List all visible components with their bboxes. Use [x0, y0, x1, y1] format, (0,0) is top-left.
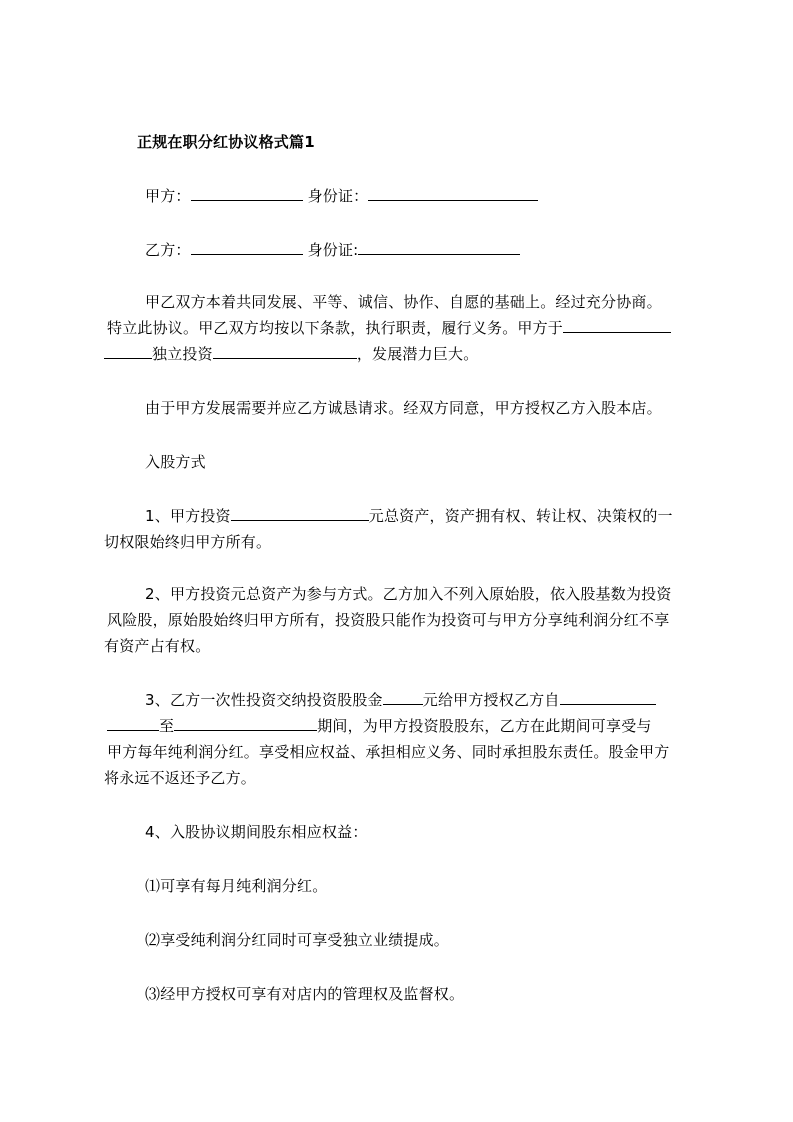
date-blank[interactable]	[563, 318, 671, 333]
clause-2-line-1: 2、甲方投资元总资产为参与方式。乙方加入不列入原始股，依入股基数为投资	[145, 585, 672, 603]
reason-paragraph: 由于甲方发展需要并应乙方诚恳请求。经双方同意，甲方授权乙方入股本店。	[145, 399, 662, 417]
party-a-id-blank[interactable]	[368, 186, 538, 201]
clause-2-line-3: 有资产占有权。	[104, 637, 211, 655]
end-date-blank[interactable]	[174, 716, 317, 731]
clause-4-heading: 4、入股协议期间股东相应权益：	[145, 823, 368, 841]
clause-3-line-3: 甲方每年纯利润分红。享受相应权益、承担相应义务、同时承担股东责任。股金甲方	[107, 743, 670, 761]
share-amount-blank[interactable]	[383, 690, 423, 705]
party-b-name-blank[interactable]	[191, 240, 303, 255]
intro-line-3-b: ，发展潜力巨大。	[356, 345, 479, 363]
clause-1-a: 1、甲方投资	[145, 507, 231, 525]
start-date-blank[interactable]	[560, 690, 656, 705]
clause-1-b: 元总资产，资产拥有权、转让权、决策权的一	[368, 507, 673, 525]
party-b-id-blank[interactable]	[358, 240, 520, 255]
asset-amount-blank[interactable]	[231, 506, 369, 521]
start-date-blank-cont[interactable]	[107, 716, 159, 731]
clause-3-line-4: 将永远不返还予乙方。	[104, 769, 257, 787]
intro-line-2	[107, 318, 671, 338]
party-b-label: 乙方：	[145, 241, 191, 259]
party-a-name-blank[interactable]	[191, 186, 303, 201]
clause-4-item-1: ⑴可享有每月纯利润分红。	[145, 877, 328, 895]
intro-line-3	[104, 344, 478, 364]
intro-line-1: 甲乙双方本着共同发展、平等、诚信、协作、自愿的基础上。经过充分协商。	[145, 293, 662, 311]
clause-4-item-2: ⑵享受纯利润分红同时可享受独立业绩提成。	[145, 931, 450, 949]
clause-3-line-2-a: 至	[159, 717, 175, 735]
intro-line-2-text: 特立此协议。甲乙双方均按以下条款，执行职责，履行义务。甲方于	[107, 319, 564, 337]
clause-3-line-1	[145, 690, 656, 710]
clause-3-b: 元给甲方授权乙方自	[422, 691, 560, 709]
clause-1-line-1	[145, 506, 673, 526]
intro-line-3-a: 独立投资	[152, 345, 213, 363]
party-b-id-label: 身份证:	[307, 241, 359, 259]
clause-3-a: 3、乙方一次性投资交纳投资股股金	[145, 691, 383, 709]
location-blank[interactable]	[104, 344, 152, 359]
party-a-id-label: 身份证：	[307, 187, 369, 205]
clause-3-line-2-b: 期间，为甲方投资股股东，乙方在此期间可享受与	[317, 717, 652, 735]
clause-3-line-2	[107, 716, 652, 736]
clause-2-line-2: 风险股，原始股始终归甲方所有，投资股只能作为投资可与甲方分享纯利润分红不享	[107, 611, 670, 629]
section-heading: 入股方式	[145, 453, 206, 471]
clause-1-line-2: 切权限始终归甲方所有。	[104, 533, 272, 551]
party-b-row	[145, 240, 520, 260]
business-blank[interactable]	[213, 344, 357, 359]
party-a-label: 甲方：	[145, 187, 191, 205]
party-a-row	[145, 186, 538, 206]
clause-4-item-3: ⑶经甲方授权可享有对店内的管理权及监督权。	[145, 985, 465, 1003]
document-title: 正规在职分红协议格式篇1	[137, 133, 315, 151]
